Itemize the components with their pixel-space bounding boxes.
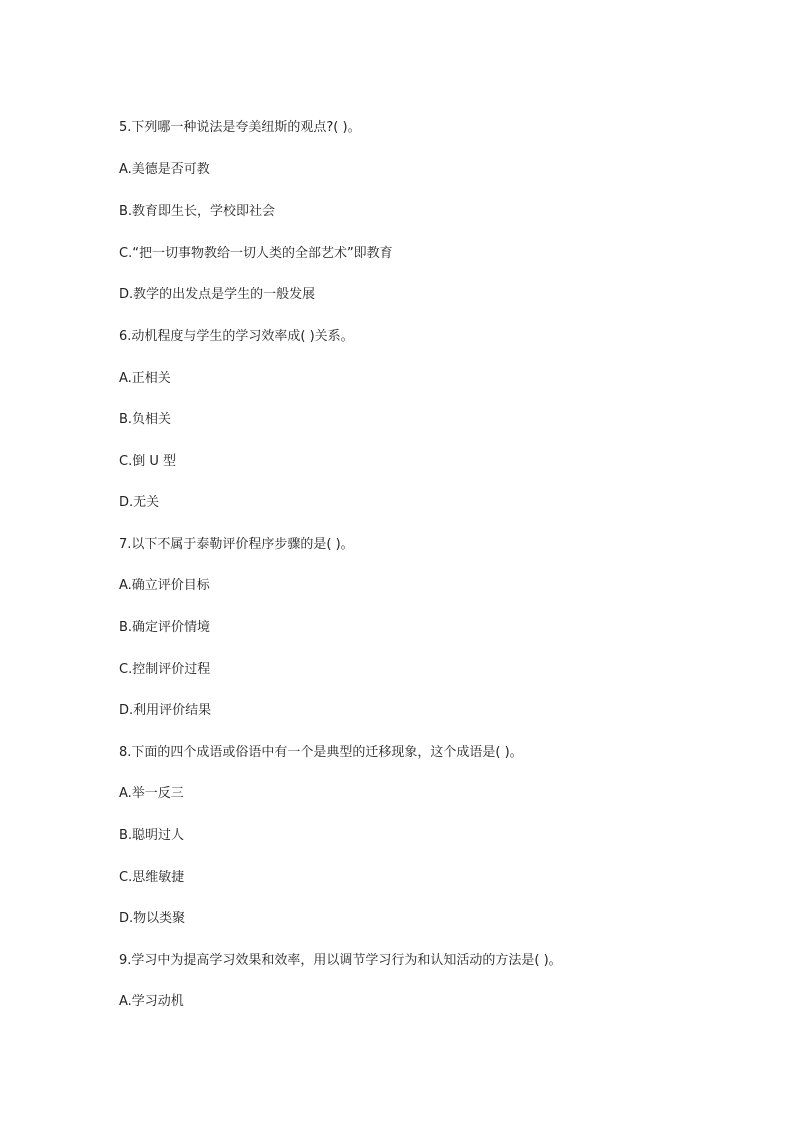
question-6-option-c: C.倒 U 型	[119, 454, 176, 469]
question-8-stem: 8.下面的四个成语或俗语中有一个是典型的迁移现象，这个成语是( )。	[119, 745, 523, 760]
question-5-option-d: D.教学的出发点是学生的一般发展	[119, 287, 316, 302]
question-8-option-b: B.聪明过人	[119, 828, 185, 843]
question-8-option-a: A.举一反三	[119, 786, 184, 801]
question-7-option-a: A.确立评价目标	[119, 578, 210, 593]
question-6-option-b: B.负相关	[119, 412, 172, 427]
question-9-option-a: A.学习动机	[119, 994, 184, 1009]
question-6-option-d: D.无关	[119, 495, 160, 510]
question-5-option-b: B.教育即生长，学校即社会	[119, 204, 276, 219]
question-5-stem: 5.下列哪一种说法是夸美纽斯的观点?( )。	[119, 120, 361, 135]
question-8-option-d: D.物以类聚	[119, 911, 186, 926]
question-9-stem: 9.学习中为提高学习效果和效率，用以调节学习行为和认知活动的方法是( )。	[119, 953, 562, 968]
question-8-option-c: C.思维敏捷	[119, 870, 185, 885]
question-7-option-c: C.控制评价过程	[119, 662, 211, 677]
question-7-option-b: B.确定评价情境	[119, 620, 211, 635]
question-7-stem: 7.以下不属于泰勒评价程序步骤的是( )。	[119, 537, 354, 552]
question-6-option-a: A.正相关	[119, 371, 171, 386]
question-7-option-d: D.利用评价结果	[119, 703, 212, 718]
question-5-option-a: A.美德是否可教	[119, 162, 210, 177]
question-5-option-c: C.“把一切事物教给一切人类的全部艺术”即教育	[119, 246, 393, 261]
question-6-stem: 6.动机程度与学生的学习效率成( )关系。	[119, 329, 354, 344]
